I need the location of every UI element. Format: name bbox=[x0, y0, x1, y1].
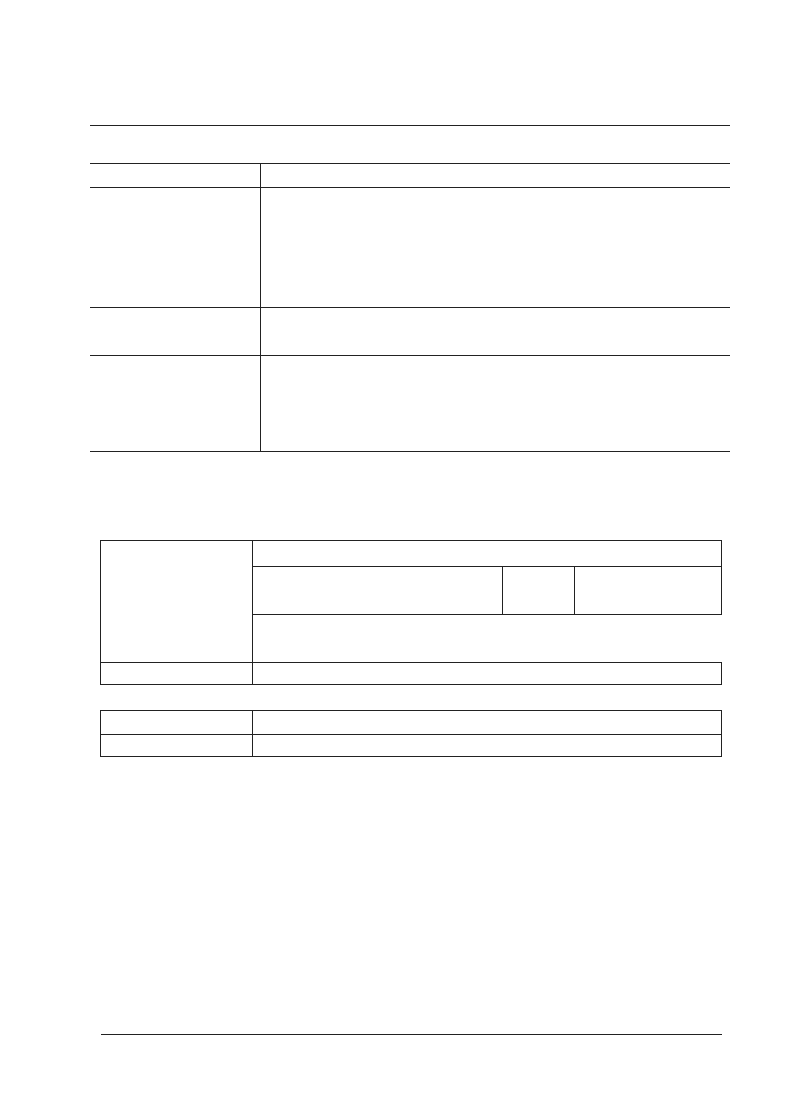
table-row bbox=[101, 861, 722, 887]
table2-header-property bbox=[101, 541, 253, 663]
table-row bbox=[101, 809, 722, 835]
table-row bbox=[101, 685, 722, 711]
table-row bbox=[101, 757, 722, 783]
group-general bbox=[253, 567, 503, 615]
table-row bbox=[101, 541, 722, 567]
table1-header-desc bbox=[260, 164, 730, 188]
table-row bbox=[101, 835, 722, 861]
table-row bbox=[101, 735, 722, 757]
table-row bbox=[101, 913, 722, 941]
table2-header-index bbox=[253, 541, 722, 567]
table-row bbox=[90, 356, 730, 380]
section-a-label bbox=[101, 663, 253, 685]
table-row bbox=[90, 308, 730, 332]
table1-header-category bbox=[90, 164, 260, 188]
group-heat bbox=[503, 567, 575, 615]
flow-label bbox=[101, 711, 253, 735]
table-row bbox=[90, 332, 730, 356]
table-row bbox=[90, 260, 730, 284]
table1 bbox=[90, 163, 730, 452]
table2 bbox=[100, 540, 722, 1035]
table-row bbox=[90, 284, 730, 308]
table-row bbox=[101, 663, 722, 685]
table-row bbox=[90, 188, 730, 212]
table-row bbox=[101, 987, 722, 1035]
header-rule bbox=[90, 125, 730, 126]
table-row bbox=[90, 404, 730, 428]
table-row bbox=[90, 380, 730, 404]
table-row bbox=[90, 428, 730, 452]
table-row bbox=[101, 887, 722, 913]
table-row bbox=[101, 941, 722, 987]
section-b-label bbox=[101, 735, 253, 757]
table-row bbox=[101, 783, 722, 809]
table-row bbox=[101, 711, 722, 735]
table-row bbox=[90, 236, 730, 260]
group-elec bbox=[574, 567, 721, 615]
